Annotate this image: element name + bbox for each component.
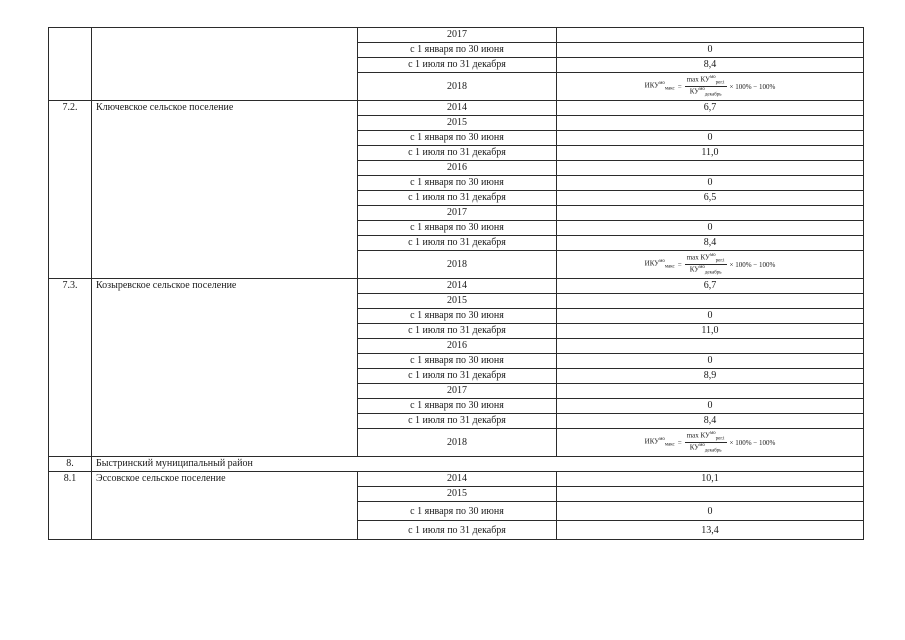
formula-num-text: max КУ — [686, 253, 710, 262]
formula-num-sub: рег.i — [715, 259, 725, 264]
value-cell — [557, 294, 864, 309]
formula-lhs-sub: макс — [664, 442, 675, 448]
formula-cell — [557, 429, 864, 457]
formula-denominator — [688, 265, 724, 276]
formula-num-sup: мо — [710, 431, 716, 437]
formula-den-sub: декабрь — [704, 448, 722, 454]
value-cell — [557, 487, 864, 502]
value-cell: 11,0 — [557, 146, 864, 161]
formula-numerator — [685, 75, 727, 87]
formula-tail: × 100% − 100% — [729, 260, 776, 269]
formula-lhs-sup: мо — [659, 81, 665, 87]
value-cell — [557, 161, 864, 176]
settlement-name: Эссовское сельское поселение — [92, 472, 358, 540]
formula-num-sup: мо — [710, 75, 716, 81]
section-row — [49, 457, 864, 472]
table-row — [49, 472, 864, 487]
formula-den-text: КУ — [689, 87, 700, 96]
table-row — [49, 279, 864, 294]
formula-lhs-text: ИКУ — [644, 259, 660, 268]
max-increase-formula — [645, 253, 776, 275]
formula-numerator — [685, 253, 727, 265]
period-cell: с 1 января по 30 июня — [358, 309, 557, 324]
period-cell: 2017 — [358, 206, 557, 221]
period-cell: 2014 — [358, 279, 557, 294]
table-row — [49, 101, 864, 116]
value-cell: 0 — [557, 354, 864, 369]
period-cell: 2016 — [358, 161, 557, 176]
max-increase-formula — [645, 431, 776, 453]
period-cell: с 1 июля по 31 декабря — [358, 414, 557, 429]
max-increase-formula — [645, 75, 776, 97]
formula-equals: = — [677, 82, 682, 91]
tariff-table — [48, 27, 864, 540]
row-number: 8.1 — [49, 472, 92, 540]
period-cell: 2016 — [358, 339, 557, 354]
formula-lhs — [645, 437, 675, 448]
period-cell: с 1 января по 30 июня — [358, 354, 557, 369]
period-cell: с 1 января по 30 июня — [358, 131, 557, 146]
period-cell: 2017 — [358, 384, 557, 399]
value-cell: 0 — [557, 176, 864, 191]
period-cell: с 1 июля по 31 декабря — [358, 521, 557, 540]
value-cell: 8,4 — [557, 236, 864, 251]
value-cell: 0 — [557, 399, 864, 414]
period-cell: с 1 июля по 31 декабря — [358, 58, 557, 73]
formula-equals: = — [677, 260, 682, 269]
row-number: 7.2. — [49, 101, 92, 279]
value-cell — [557, 206, 864, 221]
period-cell: с 1 января по 30 июня — [358, 399, 557, 414]
formula-cell — [557, 73, 864, 101]
formula-equals: = — [677, 438, 682, 447]
period-cell: с 1 января по 30 июня — [358, 221, 557, 236]
value-cell: 8,4 — [557, 58, 864, 73]
row-number — [49, 28, 92, 101]
row-number: 7.3. — [49, 279, 92, 457]
district-name: Быстринский муниципальный район — [92, 457, 864, 472]
period-cell: 2018 — [358, 73, 557, 101]
formula-num-text: max КУ — [686, 431, 710, 440]
period-cell: с 1 июля по 31 декабря — [358, 236, 557, 251]
formula-lhs — [645, 259, 675, 270]
formula-fraction — [685, 431, 727, 453]
formula-lhs-sub: макс — [664, 264, 675, 270]
period-cell: 2014 — [358, 101, 557, 116]
formula-numerator — [685, 431, 727, 443]
period-cell: с 1 января по 30 июня — [358, 502, 557, 521]
value-cell: 8,4 — [557, 414, 864, 429]
settlement-name: Ключевское сельское поселение — [92, 101, 358, 279]
formula-tail: × 100% − 100% — [729, 82, 776, 91]
formula-lhs-sub: макс — [664, 86, 675, 92]
formula-den-sup: мо — [699, 87, 705, 92]
period-cell: 2014 — [358, 472, 557, 487]
value-cell: 0 — [557, 131, 864, 146]
period-cell: с 1 января по 30 июня — [358, 176, 557, 191]
value-cell: 0 — [557, 221, 864, 236]
period-cell: 2017 — [358, 28, 557, 43]
formula-num-sub: рег.i — [715, 81, 725, 86]
period-cell: 2015 — [358, 294, 557, 309]
formula-fraction — [685, 253, 727, 275]
period-cell: с 1 июля по 31 декабря — [358, 191, 557, 206]
value-cell: 11,0 — [557, 324, 864, 339]
formula-den-sub: декабрь — [704, 92, 722, 98]
formula-den-sup: мо — [699, 443, 705, 448]
formula-cell — [557, 251, 864, 279]
period-cell: с 1 июля по 31 декабря — [358, 369, 557, 384]
table-row — [49, 28, 864, 43]
period-cell: с 1 января по 30 июня — [358, 43, 557, 58]
period-cell: с 1 июля по 31 декабря — [358, 146, 557, 161]
value-cell: 6,7 — [557, 279, 864, 294]
value-cell — [557, 339, 864, 354]
period-cell: 2015 — [358, 487, 557, 502]
value-cell — [557, 28, 864, 43]
value-cell: 0 — [557, 502, 864, 521]
value-cell: 0 — [557, 309, 864, 324]
formula-tail: × 100% − 100% — [729, 438, 776, 447]
formula-denominator — [688, 87, 724, 98]
formula-num-sup: мо — [710, 253, 716, 259]
value-cell: 6,5 — [557, 191, 864, 206]
settlement-name — [92, 28, 358, 101]
formula-lhs-text: ИКУ — [644, 437, 660, 446]
value-cell: 6,7 — [557, 101, 864, 116]
period-cell: 2015 — [358, 116, 557, 131]
period-cell: 2018 — [358, 429, 557, 457]
row-number: 8. — [49, 457, 92, 472]
formula-den-text: КУ — [689, 443, 700, 452]
formula-den-sup: мо — [699, 265, 705, 270]
period-cell: с 1 июля по 31 декабря — [358, 324, 557, 339]
formula-num-text: max КУ — [686, 75, 710, 84]
value-cell — [557, 116, 864, 131]
value-cell — [557, 384, 864, 399]
formula-fraction — [685, 75, 727, 97]
value-cell: 13,4 — [557, 521, 864, 540]
value-cell: 0 — [557, 43, 864, 58]
value-cell: 10,1 — [557, 472, 864, 487]
formula-den-sub: декабрь — [704, 270, 722, 276]
formula-lhs — [645, 81, 675, 92]
formula-lhs-sup: мо — [659, 437, 665, 443]
settlement-name: Козыревское сельское поселение — [92, 279, 358, 457]
formula-den-text: КУ — [689, 265, 700, 274]
value-cell: 8,9 — [557, 369, 864, 384]
table-body — [49, 28, 864, 540]
formula-denominator — [688, 443, 724, 454]
formula-num-sub: рег.i — [715, 437, 725, 442]
formula-lhs-text: ИКУ — [644, 81, 660, 90]
period-cell: 2018 — [358, 251, 557, 279]
formula-lhs-sup: мо — [659, 259, 665, 265]
